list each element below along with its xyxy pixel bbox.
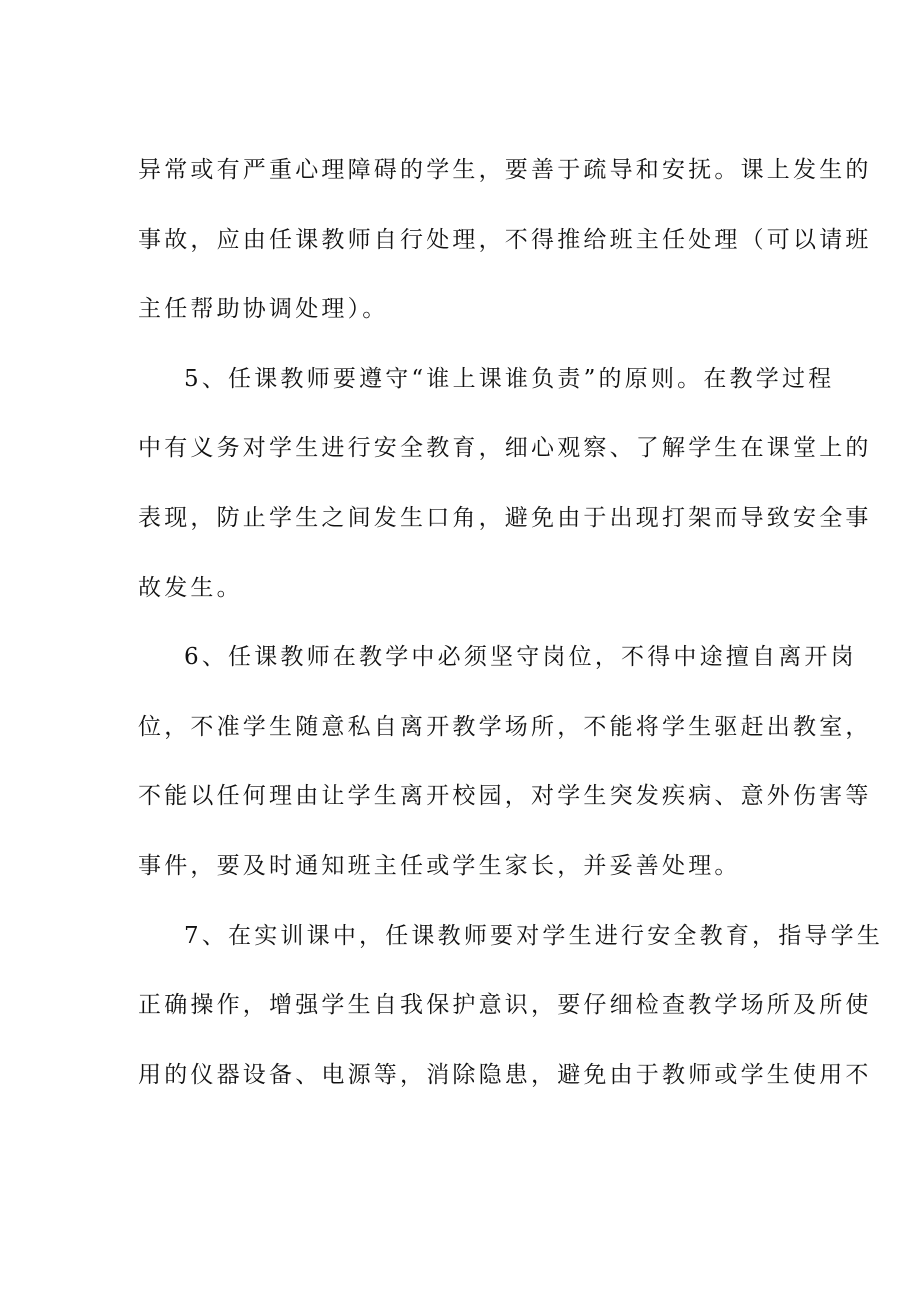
paragraph-line: 中有义务对学生进行安全教育，细心观察、了解学生在课堂上的	[138, 435, 872, 461]
paragraph-line: 7、在实训课中，任课教师要对学生进行安全教育，指导学生	[184, 923, 884, 949]
paragraph-line: 事件，要及时通知班主任或学生家长，并妥善处理。	[138, 853, 741, 879]
paragraph-line: 用的仪器设备、电源等，消除隐患，避免由于教师或学生使用不	[138, 1062, 872, 1088]
paragraph-line: 位，不准学生随意私自离开教学场所，不能将学生驱赶出教室，	[138, 714, 872, 740]
paragraph-line: 5、任课教师要遵守“谁上课谁负责”的原则。在教学过程	[184, 366, 835, 392]
paragraph-line: 主任帮助协调处理）。	[138, 296, 389, 322]
paragraph-line: 事故，应由任课教师自行处理，不得推给班主任处理（可以请班	[138, 227, 872, 253]
paragraph-line: 不能以任何理由让学生离开校园，对学生突发疾病、意外伤害等	[138, 783, 872, 809]
paragraph-line: 表现，防止学生之间发生口角，避免由于出现打架而导致安全事	[138, 505, 872, 531]
paragraph-line: 6、任课教师在教学中必须坚守岗位，不得中途擅自离开岗	[184, 644, 857, 670]
paragraph-line: 异常或有严重心理障碍的学生，要善于疏导和安抚。课上发生的	[138, 157, 872, 183]
paragraph-line: 正确操作，增强学生自我保护意识，要仔细检查教学场所及所使	[138, 992, 872, 1018]
paragraph-line: 故发生。	[138, 575, 243, 601]
